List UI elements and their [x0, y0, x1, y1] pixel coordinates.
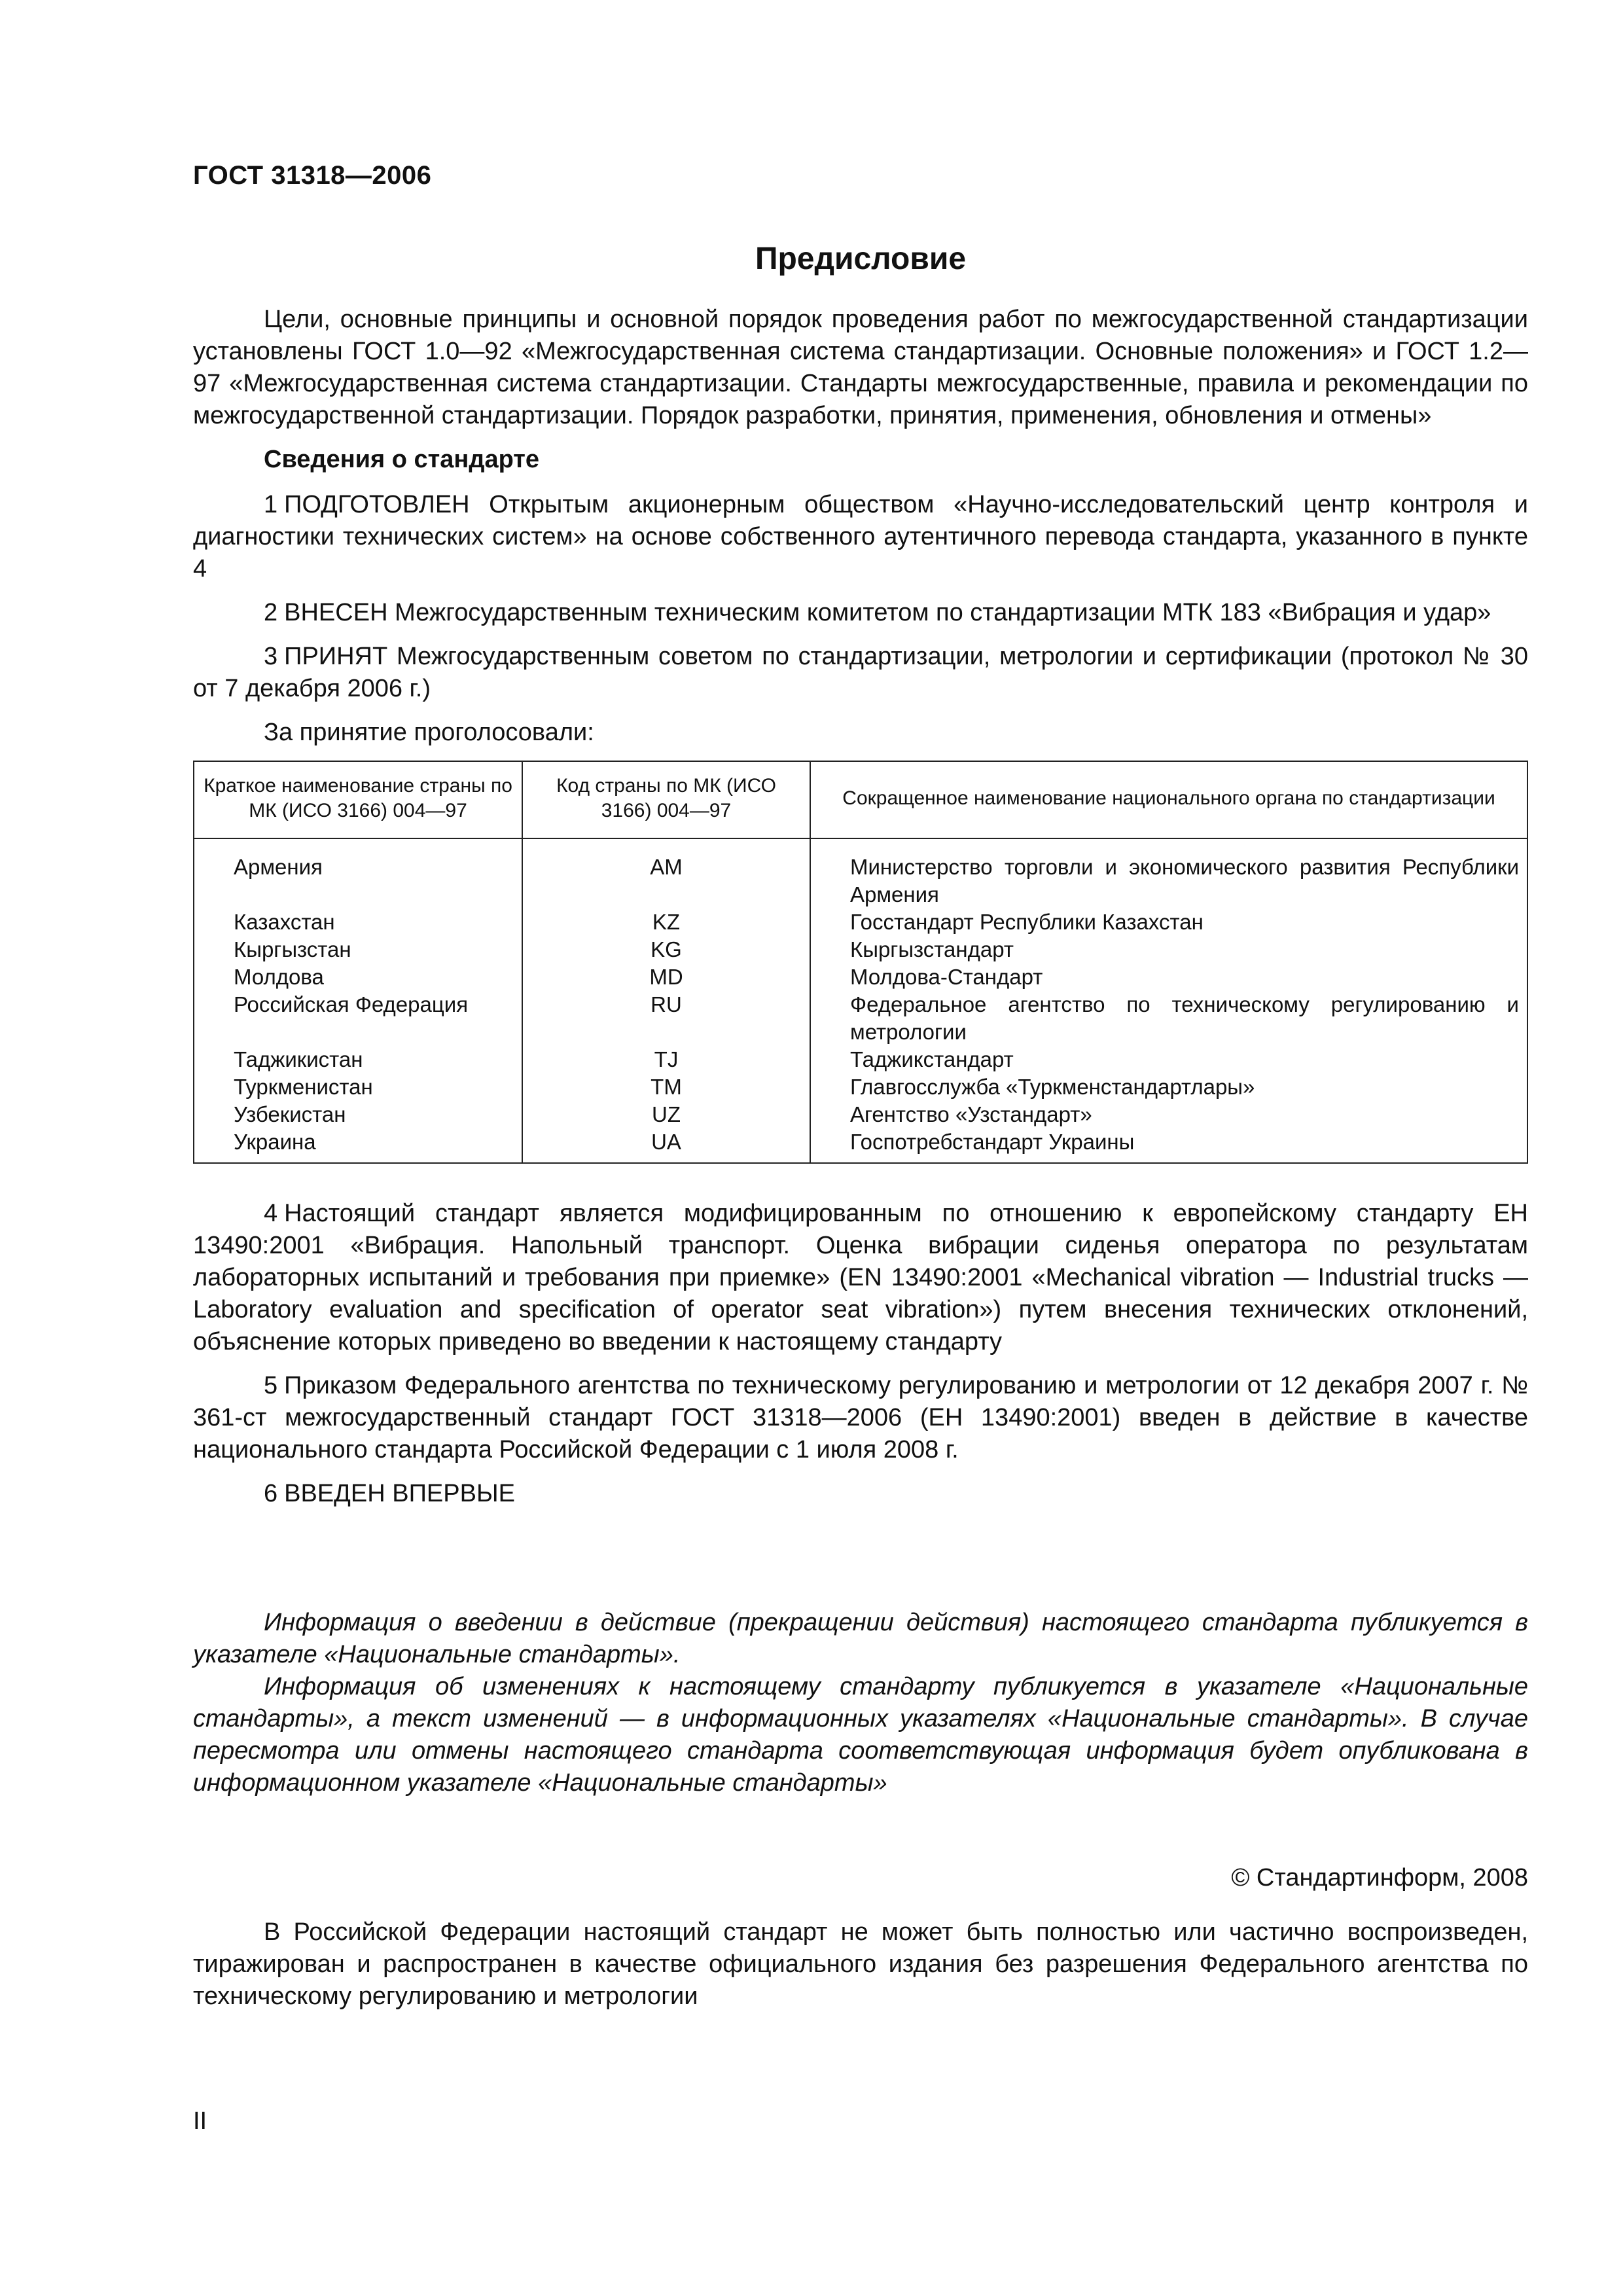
- item-number: 1: [264, 491, 278, 518]
- table-row: [194, 991, 1527, 1046]
- item-number: 4: [264, 1200, 278, 1227]
- item-6: [193, 1478, 1528, 1510]
- table-row: [194, 1128, 1527, 1163]
- page-content: [193, 240, 1528, 2024]
- cell-org: Таджикстандарт: [810, 1046, 1527, 1073]
- cell-code: KG: [522, 936, 810, 963]
- cell-code: MD: [522, 963, 810, 991]
- item-text: Приказом Федерального агентства по техническому регулированию и метрологии от 12 декабря 2007 г. № 361-ст межгосударственный стандарт ГОСТ 31318—2006 (ЕН 13490:2001) введен в действие в качестве национального стандарта Российской Федерации с 1 июля 2008 г.: [193, 1372, 1528, 1463]
- countries-table: [193, 761, 1528, 1164]
- cell-code: TM: [522, 1073, 810, 1101]
- item-text: Настоящий стандарт является модифицированным по отношению к европейскому стандарту ЕН 13490:2001 «Вибрация. Напольный транспорт. Оценка вибрации сиденья оператора по результатам лабораторных испытаний и требования при приемке» (EN 13490:2001 «Mechanical vibration — Industrial trucks — Laboratory evaluation and specification of operator seat vibration») путем внесения технических отклонений, объяснение которых приведено во введении к настоящему стандарту: [193, 1200, 1528, 1355]
- cell-org: Кыргызстандарт: [810, 936, 1527, 963]
- cell-country: Российская Федерация: [194, 991, 522, 1046]
- header-code: Код страны по МК (ИСО 3166) 004—97: [522, 761, 810, 838]
- item-1: [193, 489, 1528, 585]
- item-text: ПОДГОТОВЛЕН Открытым акционерным обществом «Научно-исследовательский центр контроля и диагностики технических систем» на основе собственного аутентичного перевода стандарта, указанного в пункте 4: [193, 491, 1528, 583]
- item-number: 2: [264, 599, 278, 626]
- table-row: [194, 1046, 1527, 1073]
- header-country: Краткое наименование страны по МК (ИСО 3166) 004—97: [194, 761, 522, 838]
- cell-code: RU: [522, 991, 810, 1046]
- item-text: ПРИНЯТ Межгосударственным советом по стандартизации, метрологии и сертификации (протокол № 30 от 7 декабря 2006 г.): [193, 643, 1528, 702]
- cell-org: Агентство «Узстандарт»: [810, 1101, 1527, 1128]
- table-row: [194, 838, 1527, 908]
- intro-paragraph: Цели, основные принципы и основной порядок проведения работ по межгосударственной стандартизации установлены ГОСТ 1.0—92 «Межгосударственная система стандартизации. Основные положения» и ГОСТ 1.2—97 «Межгосударственная система стандартизации. Стандарты межгосударственные, правила и рекомендации по межгосударственной стандартизации. Порядок разработки, принятия, применения, обновления и отмены»: [193, 306, 1528, 429]
- spacer: [193, 1522, 1528, 1607]
- cell-country: Казахстан: [194, 908, 522, 936]
- page-number: II: [193, 2108, 207, 2135]
- table-row: [194, 908, 1527, 936]
- cell-org: Министерство торговли и экономического развития Республики Армения: [810, 838, 1527, 908]
- cell-code: AM: [522, 838, 810, 908]
- vote-intro: За принятие проголосовали:: [264, 719, 594, 746]
- cell-country: Украина: [194, 1128, 522, 1163]
- cell-org: Госпотребстандарт Украины: [810, 1128, 1527, 1163]
- section-subheading: Сведения о стандарте: [264, 446, 540, 473]
- cell-country: Кыргызстан: [194, 936, 522, 963]
- cell-country: Туркменистан: [194, 1073, 522, 1101]
- header-org: Сокращенное наименование национального органа по стандартизации: [810, 761, 1527, 838]
- table-row: [194, 936, 1527, 963]
- cell-country: Молдова: [194, 963, 522, 991]
- table-row: [194, 1101, 1527, 1128]
- page-title: Предисловие: [755, 242, 967, 276]
- cell-country: Таджикистан: [194, 1046, 522, 1073]
- document-id: ГОСТ 31318—2006: [193, 161, 432, 190]
- table-header-row: [194, 761, 1527, 838]
- cell-country: Армения: [194, 838, 522, 908]
- info-paragraph: Информация о введении в действие (прекращении действия) настоящего стандарта публикуется в указателе «Национальные стандарты».: [193, 1609, 1528, 1668]
- item-4: [193, 1198, 1528, 1358]
- item-5: [193, 1370, 1528, 1466]
- cell-code: TJ: [522, 1046, 810, 1073]
- cell-country: Узбекистан: [194, 1101, 522, 1128]
- cell-code: UA: [522, 1128, 810, 1163]
- cell-code: UZ: [522, 1101, 810, 1128]
- item-number: 6: [264, 1480, 278, 1507]
- item-number: 5: [264, 1372, 278, 1399]
- info-paragraph: Информация об изменениях к настоящему стандарту публикуется в указателе «Национальные стандарты», а текст изменений — в информационных указателях «Национальные стандарты». В случае пересмотра или отмены настоящего стандарта соответствующая информация будет опубликована в информационном указателе «Национальные стандарты»: [193, 1673, 1528, 1797]
- cell-org: Госстандарт Республики Казахстан: [810, 908, 1527, 936]
- table-row: [194, 963, 1527, 991]
- copyright: © Стандартинформ, 2008: [1231, 1864, 1528, 1892]
- item-number: 3: [264, 643, 278, 670]
- table-row: [194, 1073, 1527, 1101]
- cell-org: Молдова-Стандарт: [810, 963, 1527, 991]
- cell-org: Главгосслужба «Туркменстандартлары»: [810, 1073, 1527, 1101]
- rights-paragraph: В Российской Федерации настоящий стандарт не может быть полностью или частично воспроизведен, тиражирован и распространен в качестве официального издания без разрешения Федерального агентства по техническому регулированию и метрологии: [193, 1918, 1528, 2010]
- item-text: ВНЕСЕН Межгосударственным техническим комитетом по стандартизации МТК 183 «Вибрация и удар»: [284, 599, 1491, 626]
- cell-code: KZ: [522, 908, 810, 936]
- item-text: ВВЕДЕН ВПЕРВЫЕ: [284, 1480, 515, 1507]
- item-3: [193, 641, 1528, 705]
- cell-org: Федеральное агентство по техническому регулированию и метрологии: [810, 991, 1527, 1046]
- item-2: [193, 597, 1528, 629]
